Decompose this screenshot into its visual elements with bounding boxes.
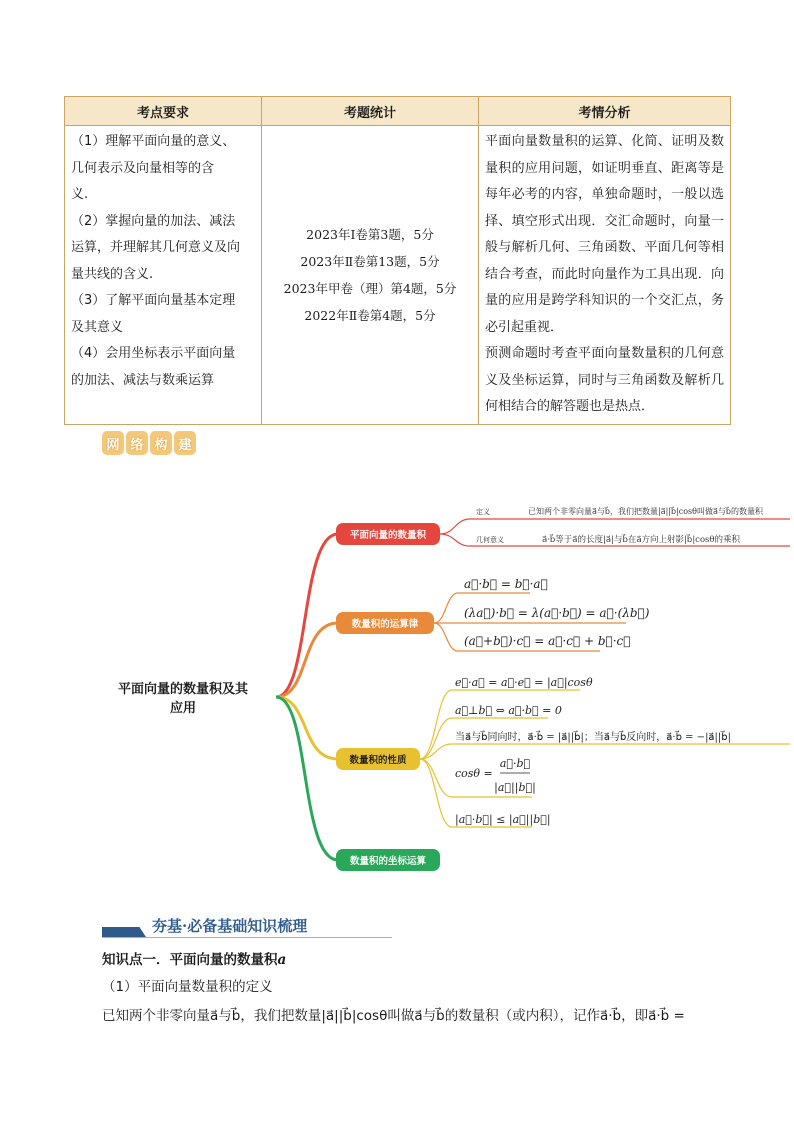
branch-connector-green — [276, 697, 338, 860]
requirement-line: 几何表示及向量相等的含 — [71, 160, 215, 176]
leaf-unit-vector-property: e⃗·a⃗ = a⃗·e⃗ = |a⃗|cosθ — [455, 676, 593, 689]
exam-analysis-table — [64, 96, 731, 425]
stat-line: 2022年Ⅱ卷第4题，5分 — [304, 307, 436, 323]
leaf-cos-denominator: |a⃗||b⃗| — [494, 781, 536, 794]
mindmap-root-line-2: 应用 — [169, 701, 197, 716]
analysis-paragraph-2: 预测命题时考查平面向量数量积的几何意义及坐标运算，同时与三角函数及解析几何相结合的解答题也是热点． — [485, 346, 724, 414]
requirement-line: （4）会用坐标表示平面向量 — [71, 346, 236, 361]
leaf-line — [420, 744, 790, 759]
leaf-associative-law: (λa⃗)·b⃗ = λ(a⃗·b⃗) = a⃗·(λb⃗) — [464, 606, 650, 620]
table-row — [65, 126, 731, 425]
branch-connector-yellow — [276, 697, 338, 759]
knowledge-point-subtitle: （1）平面向量数量积的定义 — [102, 979, 273, 995]
branch-connector-orange — [276, 623, 338, 697]
requirement-line: 义. — [71, 187, 89, 202]
leaf-line — [440, 519, 790, 534]
leaf-tag-geometric-meaning: 几何意义 — [476, 536, 504, 544]
header-statistics: 考题统计 — [262, 97, 479, 126]
table-header-row — [65, 97, 731, 126]
section-title: 夯基·必备基础知识梳理 — [152, 917, 308, 935]
requirement-line: （2）掌握向量的加法、减法 — [71, 213, 236, 229]
section-header — [102, 915, 392, 939]
leaf-cos-numerator: a⃗·b⃗ — [499, 757, 531, 770]
knowledge-point-body: 已知两个非零向量a⃗与b⃗，我们把数量|a⃗||b⃗|cosθ叫做a⃗与b⃗的数量积（或内积），记作a⃗·b⃗，即a⃗·b⃗ = — [102, 1008, 685, 1024]
badge-char: 构 — [150, 431, 172, 455]
branch-connector-red — [276, 534, 338, 697]
branch-label-dot-product: 平面向量的数量积 — [349, 530, 427, 541]
badge-char: 网 — [102, 431, 124, 455]
requirement-line: （3）了解平面向量基本定理 — [71, 293, 236, 308]
mind-map — [0, 490, 794, 890]
knowledge-point-title-suffix: a — [277, 952, 287, 968]
leaf-commutative-law: a⃗·b⃗ = b⃗·a⃗ — [464, 577, 548, 591]
leaf-direction-property: 当a⃗与b⃗同向时，a⃗·b⃗ = |a⃗||b⃗|；当a⃗与b⃗反向时，a⃗·b⃗ = −|a⃗||b⃗| — [455, 732, 732, 743]
knowledge-point-title-text: 知识点一．平面向量的数量积 — [102, 952, 278, 968]
requirement-line: 及其意义 — [71, 319, 124, 335]
header-requirements: 考点要求 — [65, 97, 262, 126]
branch-label-coordinate-operation: 数量积的坐标运算 — [349, 856, 427, 867]
knowledge-point-title — [102, 948, 286, 968]
mindmap-root-line-1: 平面向量的数量积及其 — [117, 682, 249, 697]
requirement-line: （1）理解平面向量的意义、 — [71, 134, 236, 149]
leaf-tag-definition: 定义 — [476, 508, 490, 516]
requirement-line: 量共线的含义. — [71, 266, 154, 282]
requirement-line: 运算，并理解其几何意义及向 — [71, 240, 241, 255]
stat-line: 2023年甲卷（理）第4题，5分 — [283, 280, 457, 296]
leaf-line — [420, 690, 580, 759]
badge-char: 络 — [126, 431, 148, 455]
requirements-cell — [65, 126, 262, 425]
requirement-line: 的加法、减法与数乘运算 — [71, 372, 215, 388]
section-underline — [102, 937, 392, 938]
section-header-bar — [102, 927, 146, 937]
leaf-cos-prefix: cosθ = — [455, 767, 493, 780]
branch-label-operation-laws: 数量积的运算律 — [351, 619, 419, 630]
badge-char: 建 — [174, 431, 196, 455]
network-build-badge — [102, 431, 196, 455]
branch-label-properties: 数量积的性质 — [349, 755, 407, 766]
leaf-inequality-property: |a⃗·b⃗| ≤ |a⃗||b⃗| — [455, 813, 551, 826]
stat-line: 2023年Ⅱ卷第13题，5分 — [300, 253, 440, 269]
stat-line: 2023年Ⅰ卷第3题，5分 — [306, 226, 434, 242]
header-analysis: 考情分析 — [479, 97, 731, 126]
statistics-cell — [262, 126, 479, 425]
analysis-cell — [479, 126, 731, 425]
leaf-definition-text: 已知两个非零向量a⃗与b⃗，我们把数量|a⃗||b⃗|cosθ叫做a⃗与b⃗的数量积 — [528, 507, 763, 516]
leaf-perpendicular-property: a⃗⊥b⃗ ⇔ a⃗·b⃗ = 0 — [455, 704, 562, 717]
analysis-paragraph-1: 平面向量数量积的运算、化简、证明及数量积的应用问题，如证明垂直、距离等是每年必考的内容，单独命题时，一般以选择、填空形式出现．交汇命题时，向量一般与解析几何、三角函数、平面几何等相结合考查，而此时向量作为工具出现．向量的应用是跨学科知识的一个交汇点，务必引起重视． — [485, 134, 724, 335]
leaf-distributive-law: (a⃗+b⃗)·c⃗ = a⃗·c⃗ + b⃗·c⃗ — [464, 634, 631, 648]
leaf-geometric-meaning-text: a⃗·b⃗等于a⃗的长度|a⃗|与b⃗在a⃗方向上射影|b⃗|cosθ的乘积 — [542, 535, 741, 545]
